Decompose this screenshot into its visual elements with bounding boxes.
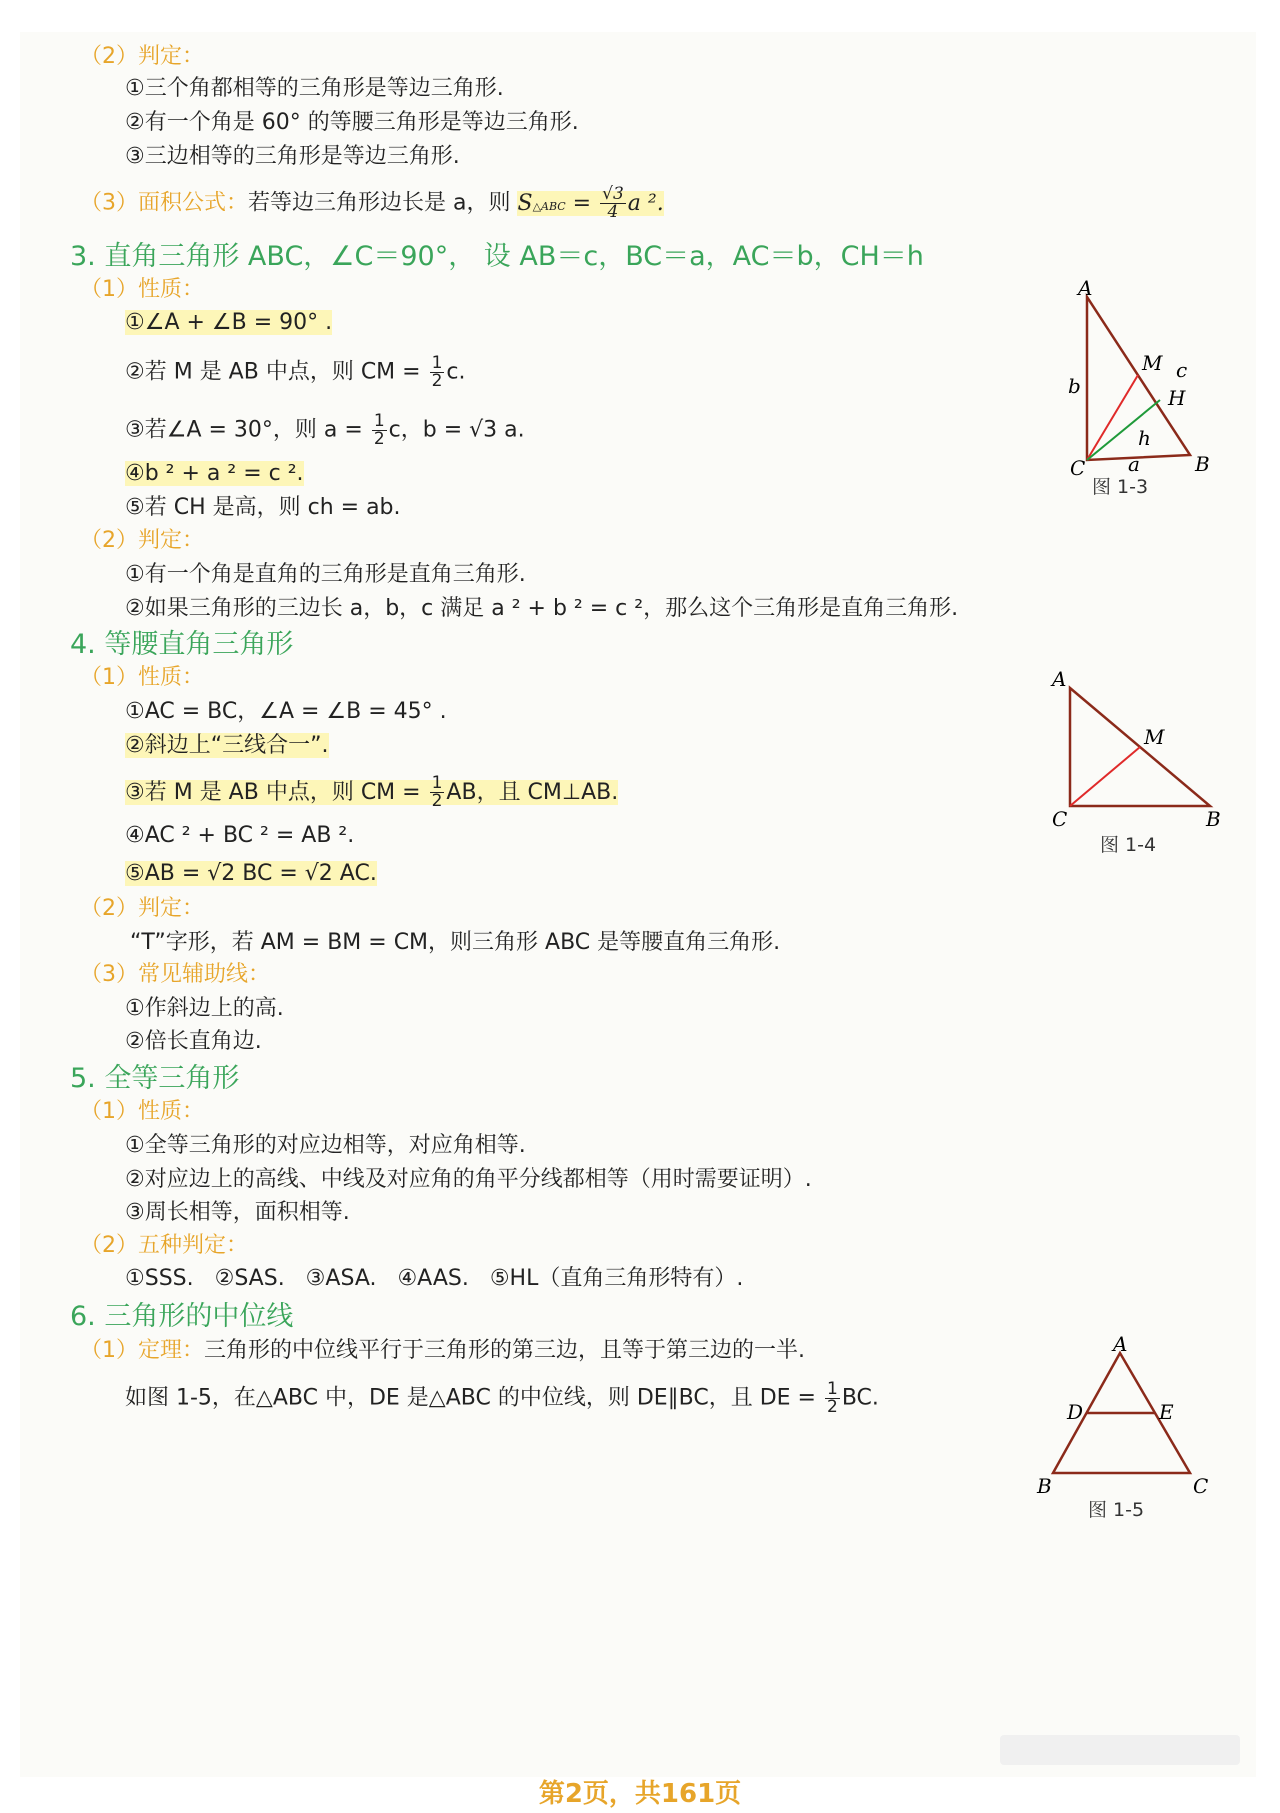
- label-m: M: [1142, 351, 1163, 375]
- subheading: （3）面积公式：: [80, 190, 248, 216]
- highlighted-formula: ⑤AB = √2 BC = √2 AC.: [125, 861, 377, 886]
- text: ③若∠A = 30°，则 a =: [125, 417, 363, 443]
- label-m: M: [1144, 725, 1165, 749]
- judge-heading: [80, 526, 204, 556]
- formula: ④b ² + a ² = c ².: [125, 461, 304, 486]
- section-3-title: 3. 直角三角形 ABC，∠C＝90°， 设 AB＝c，BC＝a，AC＝b，CH＝h: [70, 241, 924, 272]
- formula: ①∠A + ∠B = 90° .: [125, 310, 333, 335]
- section-5-title: 5. 全等三角形: [70, 1063, 240, 1094]
- label-c: C: [1193, 1474, 1209, 1498]
- fraction-num: 1: [373, 411, 385, 431]
- list-item: ②如果三角形的三边长 a，b，c 满足 a ² + b ² = c ²，那么这个三角形是直角三角形.: [125, 596, 959, 621]
- fraction-num: 1: [826, 1379, 838, 1399]
- fraction-den: 2: [373, 429, 385, 449]
- list-item: “T”字形，若 AM = BM = CM，则三角形 ABC 是等腰直角三角形.: [130, 930, 781, 955]
- list-item: ②有一个角是 60° 的等腰三角形是等边三角形.: [125, 110, 579, 135]
- list-item: [125, 413, 525, 448]
- fraction: [430, 355, 445, 390]
- fraction-num: 1: [431, 353, 443, 373]
- list-item: ①SSS. ②SAS. ③ASA. ④AAS. ⑤HL（直角三角形特有）.: [125, 1266, 744, 1291]
- aux-heading: [80, 960, 270, 990]
- text: c.: [446, 359, 466, 385]
- list-item: ①三个角都相等的三角形是等边三角形.: [125, 76, 504, 101]
- figure-caption: 图 1-3: [1092, 476, 1149, 498]
- highlighted-formula: [125, 773, 619, 811]
- list-item: [125, 355, 466, 390]
- subheading: （1）性质：: [80, 1099, 204, 1124]
- fraction-den: 2: [826, 1397, 838, 1417]
- formula-sub: △ABC: [532, 199, 566, 213]
- section-6-title: 6. 三角形的中位线: [70, 1301, 294, 1332]
- text: c，b = √3 a.: [388, 417, 525, 443]
- figure-caption: 图 1-5: [1088, 1499, 1145, 1521]
- prop-heading: [80, 1097, 204, 1127]
- fraction-num: 1: [431, 773, 443, 793]
- label-side-b: b: [1068, 374, 1081, 398]
- area-formula: [517, 184, 664, 222]
- list-item: ①全等三角形的对应边相等，对应角相等.: [125, 1133, 526, 1158]
- label-b: B: [1195, 452, 1210, 476]
- label-c: C: [1070, 456, 1086, 480]
- subheading: （2）判定：: [80, 896, 204, 921]
- label-a: A: [1078, 276, 1093, 300]
- list-item: ②倍长直角边.: [125, 1029, 262, 1054]
- watermark-logo: [1000, 1735, 1240, 1765]
- text: AB，且 CM⊥AB.: [446, 779, 619, 805]
- theorem-text: 三角形的中位线平行于三角形的第三边，且等于第三边的一半.: [204, 1338, 805, 1363]
- prop-heading: [80, 275, 204, 305]
- label-a: A: [1052, 667, 1067, 691]
- subheading: （1）性质：: [80, 665, 204, 690]
- label-d: D: [1067, 1400, 1084, 1424]
- section-4-title: 4. 等腰直角三角形: [70, 629, 294, 660]
- figure-caption: 图 1-4: [1100, 834, 1157, 856]
- label-side-a: a: [1128, 452, 1140, 476]
- judge-heading: [80, 1231, 248, 1261]
- subheading: （3）常见辅助线：: [80, 962, 270, 987]
- fraction: [372, 413, 387, 448]
- list-item: ④AC ² + BC ² = AB ².: [125, 823, 355, 848]
- list-item: [125, 731, 329, 761]
- fraction: [825, 1381, 840, 1416]
- subheading: （2）五种判定：: [80, 1233, 248, 1258]
- example-line: [125, 1381, 879, 1416]
- highlighted-text: ②斜边上“三线合一”.: [125, 733, 329, 758]
- median-cm: [1087, 375, 1138, 460]
- figure-1-4: [1040, 667, 1230, 831]
- judge-heading: [80, 894, 204, 924]
- label-side-h: h: [1138, 426, 1151, 450]
- fraction-den: 2: [431, 371, 443, 391]
- area-text: 若等边三角形边长是 a，则: [248, 190, 511, 216]
- list-item: ①AC = BC，∠A = ∠B = 45° .: [125, 699, 447, 724]
- label-b: B: [1206, 807, 1221, 831]
- page-footer: 第2页，共161页: [538, 1779, 742, 1809]
- list-item: ③周长相等，面积相等.: [125, 1200, 350, 1225]
- list-item: [125, 308, 332, 338]
- text: ③若 M 是 AB 中点，则 CM =: [125, 779, 421, 805]
- subheading: （2）判定：: [80, 44, 204, 69]
- judge-heading: [80, 42, 204, 72]
- list-item: ②对应边上的高线、中线及对应角的角平分线都相等（用时需要证明）.: [125, 1167, 812, 1192]
- fraction-den: 2: [431, 791, 443, 811]
- label-side-c: c: [1176, 358, 1188, 382]
- fraction-num: √3: [602, 184, 624, 204]
- fraction-den: 4: [607, 202, 619, 222]
- fraction: [600, 186, 626, 221]
- label-h: H: [1168, 386, 1186, 410]
- label-c: C: [1052, 807, 1068, 831]
- list-item: ①有一个角是直角的三角形是直角三角形.: [125, 562, 526, 587]
- formula-tail: a ².: [627, 190, 664, 216]
- label-e: E: [1159, 1400, 1174, 1424]
- list-item: [125, 459, 304, 489]
- formula-s: S: [517, 190, 533, 216]
- list-item: ③三边相等的三角形是等边三角形.: [125, 144, 460, 169]
- fraction: [430, 775, 445, 810]
- text: BC.: [841, 1385, 879, 1411]
- median-cm: [1070, 747, 1140, 806]
- text: ②若 M 是 AB 中点，则 CM =: [125, 359, 421, 385]
- theorem-line: [80, 1336, 805, 1366]
- list-item: [125, 859, 377, 889]
- subheading: （2）判定：: [80, 528, 204, 553]
- list-item: [125, 775, 618, 810]
- prop-heading: [80, 663, 204, 693]
- subheading: （1）定理：: [80, 1338, 204, 1363]
- area-formula-line: [80, 186, 664, 222]
- figure-1-3: [1050, 275, 1230, 480]
- figure-1-5: [1035, 1332, 1235, 1505]
- list-item: ⑤若 CH 是高，则 ch = ab.: [125, 495, 401, 520]
- formula-eq: =: [572, 190, 592, 216]
- list-item: ①作斜边上的高.: [125, 996, 284, 1021]
- subheading: （1）性质：: [80, 277, 204, 302]
- label-b: B: [1037, 1474, 1052, 1498]
- text: 如图 1-5，在△ABC 中，DE 是△ABC 的中位线，则 DE∥BC，且 DE =: [125, 1385, 816, 1411]
- label-a: A: [1113, 1332, 1128, 1356]
